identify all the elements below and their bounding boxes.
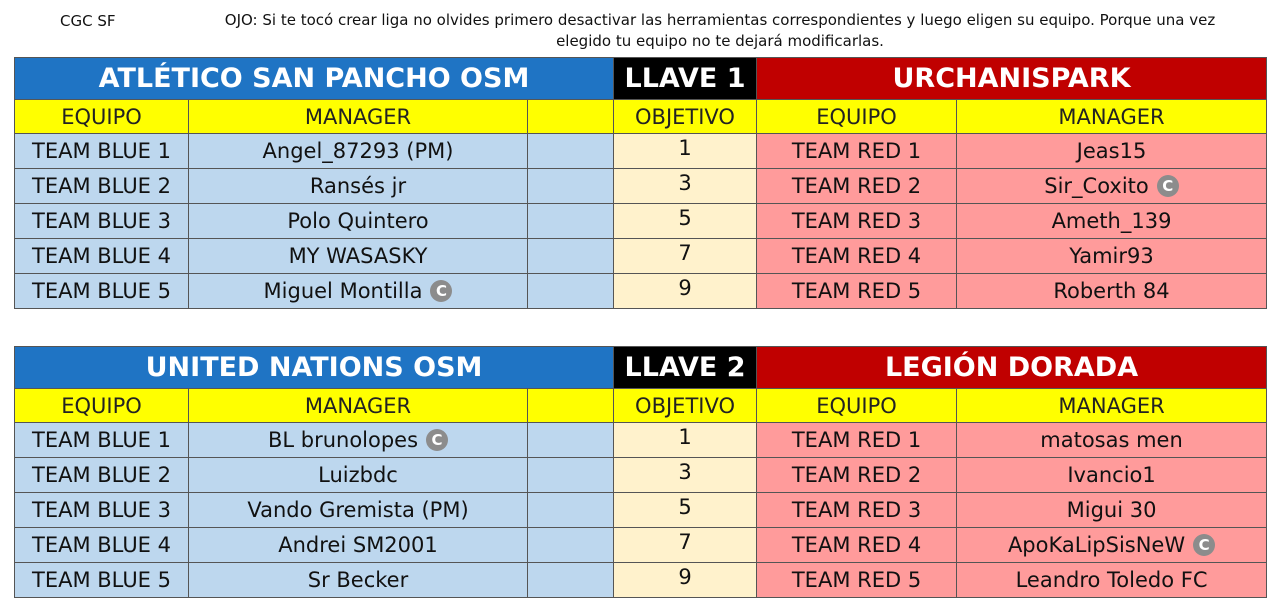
empty-cell bbox=[528, 169, 614, 204]
right-club-name: URCHANISPARK bbox=[757, 58, 1267, 100]
objetivo-value: 1 bbox=[614, 423, 757, 458]
empty-cell bbox=[528, 528, 614, 563]
bracket-table-1 bbox=[14, 57, 1267, 309]
manager-right: Sir_Coxito bbox=[1044, 174, 1149, 198]
manager-left: Ransés jr bbox=[189, 169, 528, 204]
equipo-header: EQUIPO bbox=[757, 100, 957, 134]
sheet-tag: CGC SF bbox=[60, 12, 116, 30]
empty-cell bbox=[528, 458, 614, 493]
manager-right: Leandro Toledo FC bbox=[957, 563, 1267, 598]
table-row bbox=[15, 239, 1267, 274]
manager-right-cell bbox=[957, 528, 1267, 563]
table-row bbox=[15, 493, 1267, 528]
team-right: TEAM RED 2 bbox=[757, 169, 957, 204]
empty-cell bbox=[528, 493, 614, 528]
objetivo-value: 3 bbox=[614, 458, 757, 493]
manager-left: Andrei SM2001 bbox=[189, 528, 528, 563]
empty-cell bbox=[528, 239, 614, 274]
manager-left: Polo Quintero bbox=[189, 204, 528, 239]
manager-right: Roberth 84 bbox=[957, 274, 1267, 309]
right-club-name: LEGIÓN DORADA bbox=[757, 347, 1267, 389]
copyright-circle-icon: C bbox=[1193, 534, 1215, 556]
table-row bbox=[15, 204, 1267, 239]
left-club-name: UNITED NATIONS OSM bbox=[15, 347, 614, 389]
objetivo-value: 9 bbox=[614, 274, 757, 309]
table-row bbox=[15, 528, 1267, 563]
team-right: TEAM RED 3 bbox=[757, 493, 957, 528]
manager-right-cell bbox=[957, 169, 1267, 204]
empty-header-cell bbox=[528, 100, 614, 134]
empty-cell bbox=[528, 563, 614, 598]
objetivo-value: 7 bbox=[614, 528, 757, 563]
manager-left: Miguel Montilla bbox=[263, 279, 423, 303]
manager-right: Jeas15 bbox=[957, 134, 1267, 169]
manager-right: Migui 30 bbox=[957, 493, 1267, 528]
team-left: TEAM BLUE 2 bbox=[15, 458, 189, 493]
manager-left: MY WASASKY bbox=[189, 239, 528, 274]
manager-header: MANAGER bbox=[189, 100, 528, 134]
objetivo-value: 9 bbox=[614, 563, 757, 598]
empty-cell bbox=[528, 423, 614, 458]
objetivo-value: 5 bbox=[614, 493, 757, 528]
manager-header: MANAGER bbox=[189, 389, 528, 423]
team-left: TEAM BLUE 3 bbox=[15, 204, 189, 239]
instructions-note: OJO: Si te tocó crear liga no olvides primero desactivar las herramientas correspondientes y luego eligen su equipo. Porque una vez elegido tu equipo no te dejará modificarlas. bbox=[224, 11, 1216, 50]
empty-cell bbox=[528, 274, 614, 309]
team-right: TEAM RED 4 bbox=[757, 239, 957, 274]
objetivo-value: 1 bbox=[614, 134, 757, 169]
manager-left-cell bbox=[189, 274, 528, 309]
manager-header: MANAGER bbox=[957, 389, 1267, 423]
team-right: TEAM RED 3 bbox=[757, 204, 957, 239]
manager-right: Yamir93 bbox=[957, 239, 1267, 274]
manager-left: BL brunolopes bbox=[267, 428, 419, 452]
manager-left-cell bbox=[189, 423, 528, 458]
team-left: TEAM BLUE 1 bbox=[15, 134, 189, 169]
team-left: TEAM BLUE 4 bbox=[15, 239, 189, 274]
team-left: TEAM BLUE 2 bbox=[15, 169, 189, 204]
empty-cell bbox=[528, 204, 614, 239]
objetivo-value: 7 bbox=[614, 239, 757, 274]
manager-right: matosas men bbox=[957, 423, 1267, 458]
left-club-name: ATLÉTICO SAN PANCHO OSM bbox=[15, 58, 614, 100]
table-row bbox=[15, 274, 1267, 309]
equipo-header: EQUIPO bbox=[15, 389, 189, 423]
manager-right: ApoKaLipSisNeW bbox=[1007, 533, 1186, 557]
objetivo-header: OBJETIVO bbox=[614, 389, 757, 423]
manager-left: Angel_87293 (PM) bbox=[189, 134, 528, 169]
team-right: TEAM RED 2 bbox=[757, 458, 957, 493]
team-left: TEAM BLUE 1 bbox=[15, 423, 189, 458]
table-row bbox=[15, 563, 1267, 598]
team-left: TEAM BLUE 3 bbox=[15, 493, 189, 528]
equipo-header: EQUIPO bbox=[757, 389, 957, 423]
team-left: TEAM BLUE 4 bbox=[15, 528, 189, 563]
equipo-header: EQUIPO bbox=[15, 100, 189, 134]
manager-header: MANAGER bbox=[957, 100, 1267, 134]
key-label: LLAVE 1 bbox=[614, 58, 757, 100]
manager-left: Vando Gremista (PM) bbox=[189, 493, 528, 528]
team-left: TEAM BLUE 5 bbox=[15, 563, 189, 598]
team-right: TEAM RED 5 bbox=[757, 274, 957, 309]
team-right: TEAM RED 1 bbox=[757, 423, 957, 458]
manager-right: Ameth_139 bbox=[957, 204, 1267, 239]
team-left: TEAM BLUE 5 bbox=[15, 274, 189, 309]
manager-right: Ivancio1 bbox=[957, 458, 1267, 493]
copyright-circle-icon: C bbox=[1157, 175, 1179, 197]
table-row bbox=[15, 169, 1267, 204]
team-right: TEAM RED 1 bbox=[757, 134, 957, 169]
empty-cell bbox=[528, 134, 614, 169]
objetivo-value: 5 bbox=[614, 204, 757, 239]
team-right: TEAM RED 4 bbox=[757, 528, 957, 563]
manager-left: Sr Becker bbox=[189, 563, 528, 598]
manager-left: Luizbdc bbox=[189, 458, 528, 493]
copyright-circle-icon: C bbox=[430, 280, 452, 302]
bracket-table-2 bbox=[14, 346, 1267, 598]
team-right: TEAM RED 5 bbox=[757, 563, 957, 598]
table-row bbox=[15, 458, 1267, 493]
copyright-circle-icon: C bbox=[426, 429, 448, 451]
objetivo-value: 3 bbox=[614, 169, 757, 204]
table-row bbox=[15, 423, 1267, 458]
objetivo-header: OBJETIVO bbox=[614, 100, 757, 134]
empty-header-cell bbox=[528, 389, 614, 423]
key-label: LLAVE 2 bbox=[614, 347, 757, 389]
table-row bbox=[15, 134, 1267, 169]
